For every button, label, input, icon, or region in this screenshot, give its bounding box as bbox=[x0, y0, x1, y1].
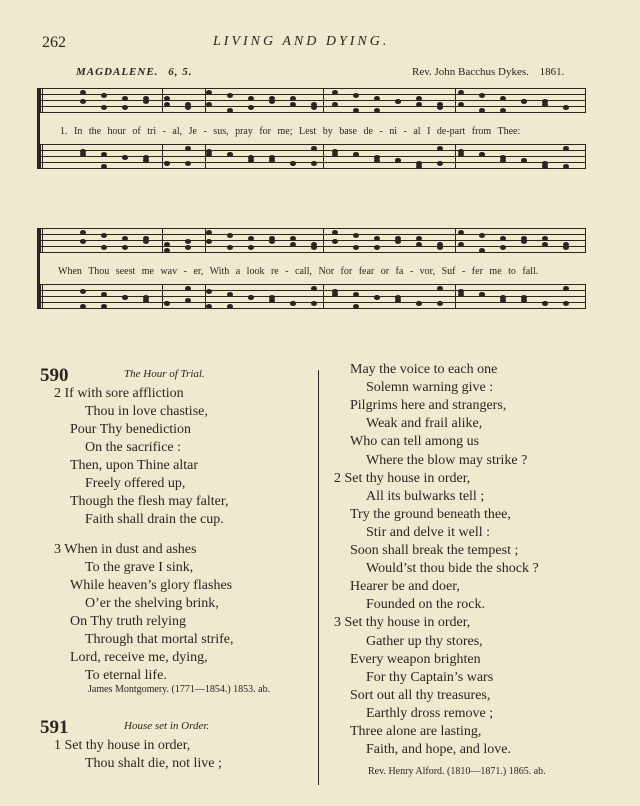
bar-line bbox=[162, 88, 163, 113]
staff-line bbox=[40, 94, 585, 95]
note-head bbox=[290, 301, 296, 306]
note-head bbox=[122, 295, 128, 300]
note-head bbox=[269, 295, 275, 300]
note-head bbox=[374, 158, 380, 163]
note-head bbox=[164, 102, 170, 107]
hymn-590-attribution: James Montgomery. (1771—1854.) 1853. ab. bbox=[88, 684, 271, 695]
note-head bbox=[374, 245, 380, 250]
note-head bbox=[185, 239, 191, 244]
note-head bbox=[80, 239, 86, 244]
note-head bbox=[269, 236, 275, 241]
verse-line: Pour Thy benediction bbox=[70, 422, 192, 437]
note-head bbox=[185, 298, 191, 303]
note-head bbox=[437, 286, 443, 291]
verse-line: Freely offered up, bbox=[85, 476, 186, 491]
verse-line: Three alone are lasting, bbox=[350, 724, 482, 739]
note-head bbox=[122, 105, 128, 110]
note-head bbox=[290, 161, 296, 166]
note-head bbox=[353, 152, 359, 157]
verse-line: Who can tell among us bbox=[350, 434, 480, 450]
staff-line bbox=[40, 88, 585, 89]
verse-line: Through that mortal strife, bbox=[85, 632, 234, 647]
bar-line bbox=[40, 228, 41, 253]
verse-line: Founded on the rock. bbox=[366, 597, 485, 613]
note-head bbox=[122, 245, 128, 250]
composer-name: Rev. John Bacchus Dykes. bbox=[412, 66, 529, 78]
note-head bbox=[479, 248, 485, 253]
note-head bbox=[227, 292, 233, 297]
bar-line bbox=[455, 284, 456, 309]
bar-line bbox=[42, 144, 43, 169]
tune-meter: 6, 5. bbox=[168, 66, 193, 78]
bass-staff bbox=[40, 144, 585, 172]
note-head bbox=[353, 304, 359, 309]
note-head bbox=[290, 236, 296, 241]
bar-line bbox=[42, 88, 43, 113]
note-head bbox=[101, 233, 107, 238]
note-head bbox=[479, 152, 485, 157]
note-head bbox=[563, 301, 569, 306]
verse-line: Thou shalt die, not live ; bbox=[85, 756, 222, 771]
note-head bbox=[248, 245, 254, 250]
verse-line: To the grave I sink, bbox=[85, 560, 194, 575]
staff-line bbox=[40, 234, 585, 235]
hymn-591-number: 591 bbox=[40, 717, 69, 738]
verse-line: Would’st thou bide the shock ? bbox=[366, 561, 539, 577]
note-head bbox=[311, 301, 317, 306]
note-head bbox=[290, 242, 296, 247]
note-head bbox=[458, 230, 464, 235]
verse-line: All its bulwarks tell ; bbox=[366, 488, 485, 504]
note-head bbox=[101, 292, 107, 297]
note-head bbox=[227, 304, 233, 309]
verse-line: Stir and delve it well : bbox=[366, 524, 491, 540]
note-head bbox=[416, 164, 422, 169]
verse-line: Thou in love chastise, bbox=[85, 404, 208, 419]
note-head bbox=[332, 292, 338, 297]
note-head bbox=[227, 152, 233, 157]
note-head bbox=[206, 152, 212, 157]
verse-line: 3 When in dust and ashes bbox=[54, 542, 197, 557]
note-head bbox=[395, 99, 401, 104]
note-head bbox=[437, 301, 443, 306]
note-head bbox=[500, 298, 506, 303]
note-head bbox=[374, 96, 380, 101]
bar-line bbox=[162, 284, 163, 309]
note-head bbox=[458, 242, 464, 247]
bar-line bbox=[162, 144, 163, 169]
note-head bbox=[185, 245, 191, 250]
running-title: LIVING AND DYING. bbox=[213, 34, 390, 49]
note-head bbox=[437, 102, 443, 107]
note-head bbox=[563, 242, 569, 247]
note-head bbox=[563, 105, 569, 110]
note-head bbox=[437, 242, 443, 247]
note-head bbox=[248, 295, 254, 300]
note-head bbox=[227, 93, 233, 98]
note-head bbox=[563, 164, 569, 169]
note-head bbox=[101, 93, 107, 98]
bar-line bbox=[323, 228, 324, 253]
treble-staff bbox=[40, 88, 585, 116]
composer-year: 1861. bbox=[539, 66, 565, 78]
verse-line: May the voice to each one bbox=[350, 362, 498, 377]
verse-line: While heaven’s glory flashes bbox=[70, 578, 233, 593]
verse-line: 1 Set thy house in order, bbox=[54, 738, 191, 753]
note-head bbox=[185, 161, 191, 166]
note-head bbox=[332, 239, 338, 244]
bar-line bbox=[42, 228, 43, 253]
note-head bbox=[122, 155, 128, 160]
note-head bbox=[164, 161, 170, 166]
note-head bbox=[248, 96, 254, 101]
bar-line bbox=[162, 228, 163, 253]
hymn-591-title: House set in Order. bbox=[124, 720, 210, 732]
note-head bbox=[353, 292, 359, 297]
note-head bbox=[101, 164, 107, 169]
note-head bbox=[290, 102, 296, 107]
note-head bbox=[311, 102, 317, 107]
note-head bbox=[80, 152, 86, 157]
note-head bbox=[227, 233, 233, 238]
note-head bbox=[122, 96, 128, 101]
note-head bbox=[353, 108, 359, 113]
note-head bbox=[122, 236, 128, 241]
verse-line: Pilgrims here and strangers, bbox=[350, 398, 507, 414]
note-head bbox=[521, 158, 527, 163]
note-head bbox=[437, 146, 443, 151]
bar-line bbox=[205, 144, 206, 169]
note-head bbox=[80, 90, 86, 95]
note-head bbox=[458, 152, 464, 157]
verse-line: Try the ground beneath thee, bbox=[350, 506, 511, 522]
note-head bbox=[311, 146, 317, 151]
staff-line bbox=[40, 252, 585, 253]
note-head bbox=[416, 236, 422, 241]
note-head bbox=[101, 245, 107, 250]
note-head bbox=[206, 230, 212, 235]
note-head bbox=[311, 242, 317, 247]
note-head bbox=[374, 295, 380, 300]
bar-line bbox=[585, 284, 586, 309]
note-head bbox=[206, 102, 212, 107]
verse-line: Faith, and hope, and love. bbox=[366, 742, 512, 758]
note-head bbox=[374, 236, 380, 241]
verse-line: Solemn warning give : bbox=[366, 380, 494, 396]
note-head bbox=[542, 236, 548, 241]
note-head bbox=[563, 146, 569, 151]
verse-line: 2 If with sore affliction bbox=[54, 386, 184, 401]
verse-line: To eternal life. bbox=[85, 668, 167, 683]
verse-line: Hearer be and doer, bbox=[350, 579, 460, 595]
verse-line: Lord, receive me, dying, bbox=[70, 650, 208, 665]
bar-line bbox=[323, 284, 324, 309]
note-head bbox=[80, 99, 86, 104]
note-head bbox=[353, 245, 359, 250]
note-head bbox=[332, 152, 338, 157]
verse-line: O’er the shelving brink, bbox=[85, 596, 219, 611]
bar-line bbox=[323, 88, 324, 113]
note-head bbox=[353, 233, 359, 238]
note-head bbox=[542, 99, 548, 104]
note-head bbox=[143, 236, 149, 241]
note-head bbox=[206, 304, 212, 309]
bass-staff bbox=[40, 284, 585, 312]
system-1-lyrics: 1. In the hour of tri - al, Je - sus, pray for me; Lest by base de - ni - al I de-part from Thee: bbox=[60, 126, 521, 137]
verse-line: 3 Set thy house in order, bbox=[334, 615, 471, 631]
note-head bbox=[311, 161, 317, 166]
note-head bbox=[332, 102, 338, 107]
note-head bbox=[206, 289, 212, 294]
note-head bbox=[374, 108, 380, 113]
note-head bbox=[500, 108, 506, 113]
note-head bbox=[248, 236, 254, 241]
note-head bbox=[206, 239, 212, 244]
verse-line: Though the flesh may falter, bbox=[70, 494, 229, 509]
note-head bbox=[521, 295, 527, 300]
note-head bbox=[143, 155, 149, 160]
note-head bbox=[164, 248, 170, 253]
note-head bbox=[395, 295, 401, 300]
system-brace bbox=[37, 228, 40, 309]
verse-line: Every weapon brighten bbox=[350, 651, 481, 667]
system-2-lyrics: When Thou seest me wav - er, With a look re - call, Nor for fear or fa - vor, Suf - fer me to fall. bbox=[58, 266, 539, 277]
tune-name: MAGDALENE. bbox=[76, 66, 159, 78]
note-head bbox=[521, 236, 527, 241]
note-head bbox=[290, 96, 296, 101]
verse-line: On the sacrifice : bbox=[85, 440, 182, 455]
note-head bbox=[542, 301, 548, 306]
note-head bbox=[542, 164, 548, 169]
verse-line: Soon shall break the tempest ; bbox=[350, 543, 519, 558]
verse-line: Then, upon Thine altar bbox=[70, 458, 199, 473]
note-head bbox=[143, 295, 149, 300]
bar-line bbox=[585, 228, 586, 253]
note-head bbox=[332, 90, 338, 95]
hymn-590-number: 590 bbox=[40, 365, 69, 386]
note-head bbox=[500, 96, 506, 101]
note-head bbox=[269, 96, 275, 101]
note-head bbox=[500, 245, 506, 250]
page-number: 262 bbox=[42, 34, 66, 51]
note-head bbox=[521, 99, 527, 104]
note-head bbox=[80, 289, 86, 294]
bar-line bbox=[455, 228, 456, 253]
staff-line bbox=[40, 144, 585, 145]
note-head bbox=[416, 96, 422, 101]
note-head bbox=[269, 155, 275, 160]
composer-credit bbox=[412, 66, 564, 78]
note-head bbox=[143, 96, 149, 101]
note-head bbox=[164, 301, 170, 306]
hymn-590-title: The Hour of Trial. bbox=[124, 368, 205, 380]
bar-line bbox=[42, 284, 43, 309]
verse-line: Earthly dross remove ; bbox=[366, 705, 494, 721]
note-head bbox=[563, 286, 569, 291]
bar-line bbox=[455, 144, 456, 169]
bar-line bbox=[40, 144, 41, 169]
note-head bbox=[479, 233, 485, 238]
note-head bbox=[458, 102, 464, 107]
bar-line bbox=[585, 144, 586, 169]
note-head bbox=[479, 108, 485, 113]
note-head bbox=[206, 90, 212, 95]
note-head bbox=[164, 242, 170, 247]
note-head bbox=[227, 108, 233, 113]
verse-line: For thy Captain’s wars bbox=[366, 669, 494, 685]
note-head bbox=[458, 292, 464, 297]
note-head bbox=[185, 102, 191, 107]
bar-line bbox=[40, 88, 41, 113]
staff-line bbox=[40, 168, 585, 169]
note-head bbox=[311, 286, 317, 291]
bar-line bbox=[455, 88, 456, 113]
note-head bbox=[395, 158, 401, 163]
note-head bbox=[542, 242, 548, 247]
staff-line bbox=[40, 308, 585, 309]
note-head bbox=[416, 242, 422, 247]
verse-line: Where the blow may strike ? bbox=[366, 452, 528, 468]
note-head bbox=[332, 230, 338, 235]
note-head bbox=[500, 158, 506, 163]
staff-line bbox=[40, 284, 585, 285]
verse-line: Sort out all thy treasures, bbox=[350, 687, 491, 703]
verse-line: Gather up thy stores, bbox=[366, 633, 483, 649]
tune-header bbox=[76, 66, 192, 78]
note-head bbox=[395, 236, 401, 241]
note-head bbox=[101, 304, 107, 309]
note-head bbox=[101, 152, 107, 157]
note-head bbox=[248, 105, 254, 110]
note-head bbox=[227, 245, 233, 250]
note-head bbox=[353, 93, 359, 98]
note-head bbox=[479, 93, 485, 98]
note-head bbox=[164, 96, 170, 101]
treble-staff bbox=[40, 228, 585, 256]
note-head bbox=[185, 146, 191, 151]
bar-line bbox=[585, 88, 586, 113]
verse-line: Weak and frail alike, bbox=[366, 416, 483, 432]
verse-line: On Thy truth relying bbox=[70, 614, 187, 629]
note-head bbox=[80, 230, 86, 235]
system-brace bbox=[37, 88, 40, 169]
note-head bbox=[185, 286, 191, 291]
note-head bbox=[416, 301, 422, 306]
bar-line bbox=[40, 284, 41, 309]
note-head bbox=[101, 105, 107, 110]
note-head bbox=[248, 158, 254, 163]
note-head bbox=[437, 161, 443, 166]
note-head bbox=[458, 90, 464, 95]
note-head bbox=[479, 292, 485, 297]
bar-line bbox=[323, 144, 324, 169]
staff-line bbox=[40, 228, 585, 229]
note-head bbox=[416, 102, 422, 107]
hymn-591-attribution: Rev. Henry Alford. (1810—1871.) 1865. ab. bbox=[368, 766, 546, 777]
column-divider bbox=[318, 370, 319, 785]
verse-line: Faith shall drain the cup. bbox=[85, 512, 224, 527]
note-head bbox=[500, 236, 506, 241]
verse-line: 2 Set thy house in order, bbox=[334, 470, 471, 486]
note-head bbox=[80, 304, 86, 309]
